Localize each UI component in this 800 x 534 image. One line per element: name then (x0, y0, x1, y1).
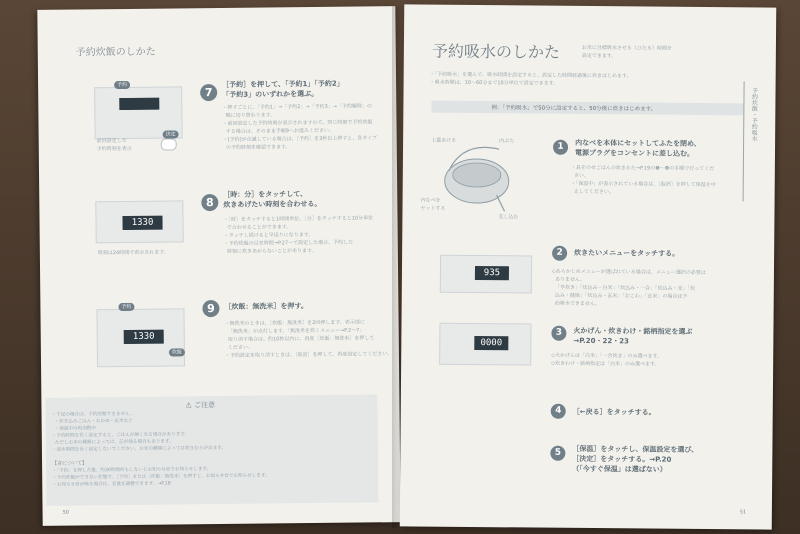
step-5-number: 5 (550, 446, 565, 461)
caution-box (45, 394, 378, 505)
yoyaku-label: 予約 (118, 303, 134, 311)
step-7-body: ・押すごとに、「予約1」→「予約2」→「予約3」→「予約解除」の 順に切り替わります。 ・前回設定した予約時刻が表示されますので、同じ時刻で予約炊飯 する場合は、そのまま手順9へお進みください。 ・[予約]が点滅している場合は、［予約］を3秒以上押すと、各タイプ の予約時刻を確認できます。 (222, 103, 378, 151)
step-5-title: ［保温］をタッチし、保温設定を選び、 ［決定］をタッチする。→P.20 （「今すぐ保温」は選ばない） (572, 444, 699, 474)
illus-plug-label: 差し込む (498, 214, 519, 221)
hand-icon (161, 138, 177, 150)
step-8-number: 8 (201, 194, 218, 211)
control-panel-illustration (96, 308, 185, 367)
control-panel-illustration (95, 200, 183, 243)
step-9-title: ［炊飯：無洗米］を押す。 (224, 302, 308, 311)
side-tab-divider (743, 81, 745, 201)
illus-inner-label: 内ぶた (499, 138, 515, 145)
step-1-title: 内なべを本体にセットしてふたを閉め、 電源プラグをコンセントに差し込む。 (574, 138, 701, 158)
caution-lines: ・下記の場合は、予約炊飯できません。 ・炊き込みごはん・おかゆ・玄米など ・保温中の再加熱中 ・予約時間を長く設定すると、ごはんが硬くなる場合があります。 ただしお米の種類によっては、芯が残る場合もあります。 ・浸水時間を長く設定しないでください。お米の種類によっては炊きむらが出ます。 (51, 411, 227, 453)
step-7-title: ［予約］を押して、「予約1」「予約2」 「予約3」のいずれかを選ぶ。 (222, 79, 344, 99)
page-number: 51 (739, 509, 747, 516)
heading-note: お米に目標吸水させる（ひたる）時間を 設定できます。 (581, 44, 672, 60)
illus-pot-label: 内なべを セットする (420, 197, 446, 212)
step-7-number: 7 (200, 84, 217, 101)
step-8-body: ・［時］をタッチすると1時間単位、［分］をタッチすると10分単位 で合わせることができます。 ・タッチし続けると早送りになります。 ・予約炊飯の目安時間→P.27〜で設定した場合、予約した 時刻に炊きあがらないことがあります。 (223, 215, 374, 255)
example-text: 例：「予約吸水」で50分に設定すると、50分後に炊きはじめます。 (491, 105, 657, 113)
side-tab: 予約炊飯・予約吸水 (750, 87, 758, 142)
step-3-number: 3 (551, 326, 566, 341)
step-1-number: 1 (553, 140, 568, 155)
control-panel-illustration (439, 323, 531, 366)
step-1-body: ・具をのせごはんの炊きかた→P.19の❶〜❹の手順で行ってくだ さい。 ・「保温中」が表示されている場合は、［取消］を押して保温を中 止してください。 (570, 164, 716, 196)
right-page-heading: 予約吸水のしかた (431, 41, 560, 62)
kettei-label: 決定 (163, 130, 179, 138)
caution-title: ⚠ ご注意 (185, 401, 216, 410)
lcd-display (119, 98, 159, 110)
lcd-display: 1330 (122, 216, 162, 230)
suihan-label: 炊飯 (169, 348, 185, 356)
example-banner (431, 101, 743, 116)
left-page (37, 6, 400, 526)
step-2-title: 炊きたいメニューをタッチする。 (574, 248, 680, 258)
lcd-display: 935 (475, 266, 509, 280)
step-9-number: 9 (202, 300, 219, 317)
page-number: 50 (62, 509, 69, 516)
step-3-title: 火かげん・炊きわけ・銘柄指定を選ぶ →P.20・22・23 (573, 326, 693, 346)
control-panel-illustration (440, 255, 532, 294)
sound-lines: ・「予約」を押した後、約30秒間何もしないとお知らせ音でお知らせします。 ・予約炊飯ができない状態で、［予約］または［炊飯：無洗米］を押すと、お知らせ音でお知らせします。 ・お知らせ音が鳴る場合は、音量を調整できます。→P.18 (52, 467, 270, 488)
step-3-body: ◇火かげんは「白米」「一合炊き」のみ選べます。 ◇炊きわけ・銘柄指定は「白米」のみ選べます。 (551, 352, 663, 368)
yoyaku-label: 予約 (114, 81, 130, 89)
step-2-body: ◇あらかじめメニューが選ばれている場合は、メニュー選択の必要は ありません。 「早炊き」「炊込み・白米」「炊込み・一合」「炊込み・麦」「炊 込み・健康」「炊込み・玄米」「おこわ」「玄米」の場合は予 約吸水できません。 (551, 268, 706, 308)
sound-title: 【音について】 (52, 460, 87, 467)
lcd-display: 0000 (474, 336, 508, 350)
left-page-heading: 予約炊飯のしかた (75, 46, 156, 59)
step-8-title: ［時：分］をタッチして、 炊きあげたい時刻を合わせる。 (223, 190, 322, 209)
right-page (400, 4, 777, 529)
illus-open-label: 上蓋あける (431, 137, 457, 144)
lcd-display: 1330 (124, 330, 164, 344)
step8-note: 時刻は24時間で表示されます。 (97, 249, 169, 257)
step-4-title: ［←戻る］をタッチする。 (572, 407, 656, 417)
step7-caption: 前回設定した 予約時刻を表示 (96, 137, 132, 153)
step-9-body: ・無洗米のときは、［炊飯：無洗米］を2回押します。表示部に 「無洗米」が点灯します。「無洗米を炊くメニュー→P.2〜7」 取り消す場合は、約10秒以内に、再度［炊飯：無洗米］を押して ください。 ・予約設定を取り消すときは、［取消］を押して、再度設定してください。 (224, 319, 393, 359)
step-4-number: 4 (551, 404, 566, 419)
step-2-number: 2 (552, 246, 567, 261)
intro-text: ・「予約吸水」を選んで、吸水時間を設定すると、設定した時間経過後に炊きはじめます。 ・吸水時間は、10〜60分まで10分単位で設定できます。 (429, 71, 632, 87)
